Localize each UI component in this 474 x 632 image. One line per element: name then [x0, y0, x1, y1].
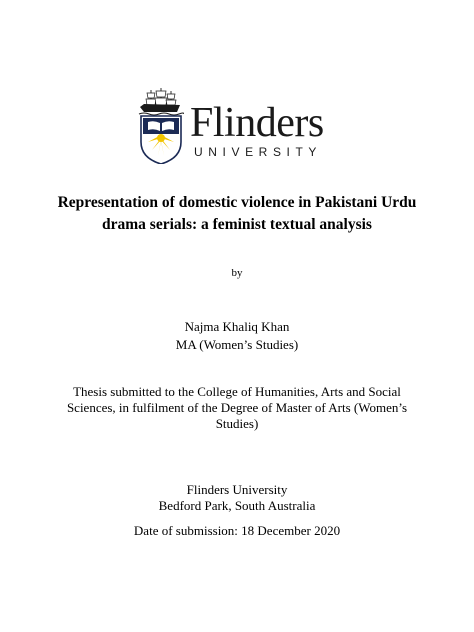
title-line-1: Representation of domestic violence in Pakistani Urdu — [57, 194, 417, 211]
author-block — [40, 318, 434, 354]
flinders-university-logo — [138, 88, 338, 164]
author-degree: MA (Women’s Studies) — [175, 337, 299, 352]
thesis-line-1: Thesis submitted to the College of Humanities, Arts and Social — [73, 384, 401, 399]
thesis-line-3: Studies) — [215, 416, 259, 431]
thesis-line-2: Sciences, in fulfilment of the Degree of Master of Arts (Women’s — [66, 400, 408, 415]
institution-location: Bedford Park, South Australia — [158, 498, 316, 513]
author-name: Najma Khaliq Khan — [184, 319, 290, 334]
shield-icon — [141, 116, 181, 164]
thesis-title — [40, 192, 434, 236]
institution-name: Flinders University — [186, 482, 288, 497]
submission-date: Date of submission: 18 December 2020 — [133, 523, 341, 538]
thesis-statement — [40, 384, 434, 432]
ship-icon — [139, 88, 184, 115]
crest-icon — [138, 88, 184, 164]
logo-wordmark: Flinders — [190, 100, 324, 146]
by-label: by — [231, 267, 243, 279]
title-line-2: drama serials: a feminist textual analysis — [102, 216, 372, 233]
logo-subtitle: UNIVERSITY — [194, 145, 323, 159]
institution-block — [40, 482, 434, 514]
